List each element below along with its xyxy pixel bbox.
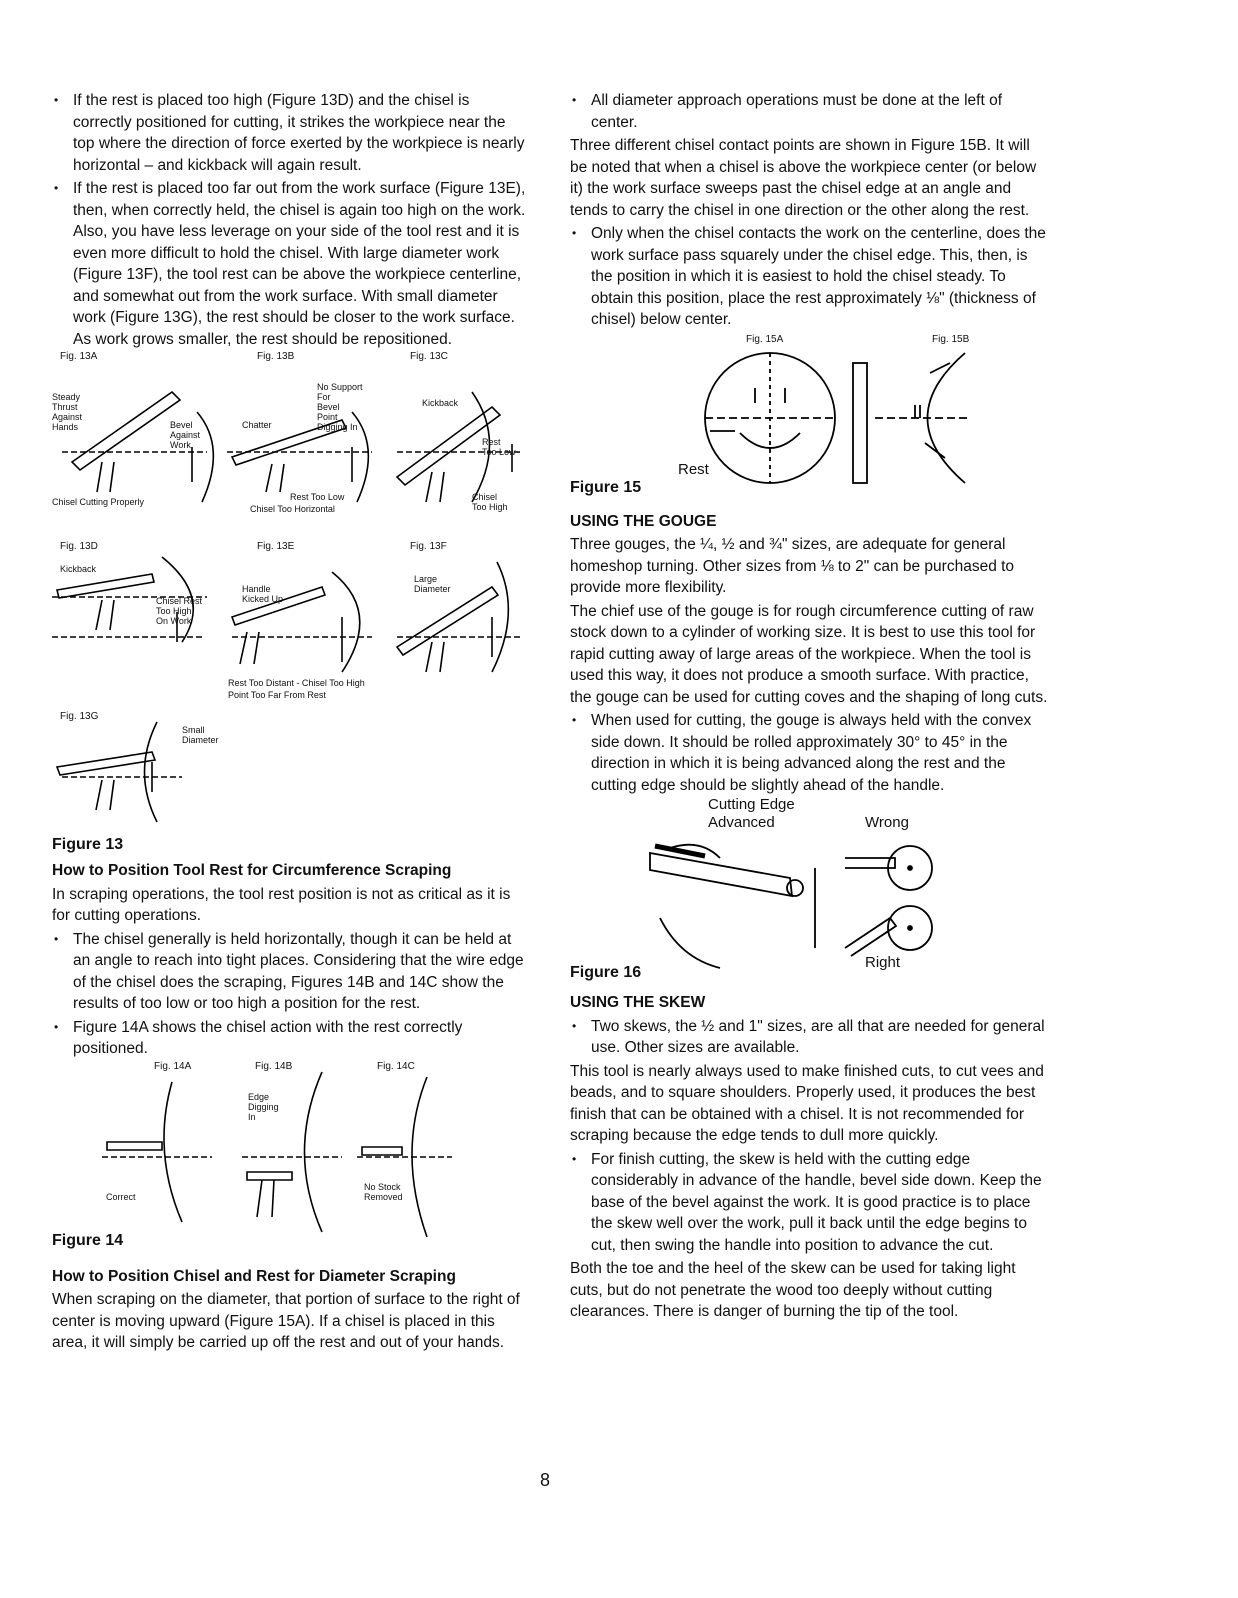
figure-15-caption: Figure 15 xyxy=(570,478,642,496)
para-skew-use: This tool is nearly always used to make finished cuts, to cut vees and beads, and to square shoulders. Properly used, it produces the best finish that can be obtained with a chisel. It is not recommended for scraping because the edge tends to dull more quickly. xyxy=(570,1062,1044,1144)
fig-13c-title: Fig. 13C xyxy=(410,351,448,362)
fig-15a-title: Fig. 15A xyxy=(746,333,784,345)
fig-13c-label-rest: Rest Too Low xyxy=(482,437,516,457)
para-toe-heel: Both the toe and the heel of the skew can be used for taking light cuts, but do not penetrate the wood too deeply without cutting clearances. There is danger of burning the tip of the tool. xyxy=(570,1260,1016,1320)
para-gouge-sizes: Three gouges, the ¼, ½ and ¾" sizes, are adequate for general homeshop turning. Other sizes from ⅛ to 2" can be purchased to provide more flexibility. xyxy=(570,536,1015,596)
para-contact-points: Three different chisel contact points are shown in Figure 15B. It will be noted that when a chisel is above the workpiece center (or below it) the work surface sweeps past the chisel edge at an angle and tends to carry the chisel in one direction or the other along the rest. xyxy=(570,137,1037,219)
para-gouge-use: The chief use of the gouge is for rough circumference cutting of raw stock down to a cylinder of working size. It is best to use this tool for rapid cutting away of large areas of the workpiece. When the tool is used this way, it does not produce a smooth surface. With practice, the gouge can be used for cutting coves and the shaping of long cuts. xyxy=(570,602,1048,706)
bullet-centerline: • Only when the chisel contacts the work on the centerline, does the work surface pass squarely under the chisel edge. This, then, is the position in which it is easiest to hold the chisel steady. To obtain this position, place the rest approximately ⅛" (thickness of chisel) below center. xyxy=(570,223,1048,331)
fig-15-rest-label: Rest xyxy=(678,460,709,478)
bullet-gouge-cutting: • When used for cutting, the gouge is always held with the convex side down. It should be rolled approximately 30° to 45° in the direction in which it is being advanced along the rest and the cutting edge should be slightly ahead of the handle. xyxy=(570,710,1048,796)
fig-14a-title: Fig. 14A xyxy=(154,1060,192,1072)
fig-14b-label-edge: Edge Digging In xyxy=(248,1091,279,1122)
fig-15b-title: Fig. 15B xyxy=(932,333,970,345)
fig-13a-title: Fig. 13A xyxy=(60,351,98,362)
fig-13c-label-kickback: Kickback xyxy=(422,398,459,408)
fig-14b-title: Fig. 14B xyxy=(255,1060,293,1072)
fig-13e-title: Fig. 13E xyxy=(257,541,295,552)
figure-16-drawing xyxy=(570,798,1048,988)
fig-16-label-wrong: Wrong xyxy=(865,814,909,831)
figure-16-caption: Figure 16 xyxy=(570,964,642,981)
figure-14-caption: Figure 14 xyxy=(52,1231,124,1249)
fig-13d-label-rest: Chisel Rest Too High On Work xyxy=(156,596,203,626)
figure-15 xyxy=(570,333,1048,503)
bullet-finish-cutting: • For finish cutting, the skew is held with the cutting edge considerably in advance of the handle, bevel side down. Keep the base of the bevel against the work. It is good practice is to place the skew well over the work, pull it back until the edge begins to cut, then swing the handle into position to advance the cut. xyxy=(570,1149,1048,1257)
fig-13g-title: Fig. 13G xyxy=(60,711,99,722)
fig-13f-label-large: Large Diameter xyxy=(414,574,451,594)
fig-14c-label-nostock: No Stock Removed xyxy=(364,1181,403,1202)
fig-13d-label-kickback: Kickback xyxy=(60,564,97,574)
figure-13-caption: Figure 13 xyxy=(52,836,124,853)
fig-13b-title: Fig. 13B xyxy=(257,351,295,362)
fig-14a-caption: Correct xyxy=(106,1191,136,1202)
fig-13b-label-support: No Support For Bevel Point Digging In xyxy=(317,382,363,432)
fig-13ef-caption-1: Rest Too Distant - Chisel Too High xyxy=(228,678,365,688)
left-column xyxy=(52,90,530,1356)
heading-using-gouge: USING THE GOUGE xyxy=(570,512,717,530)
bullet-skew-sizes: • Two skews, the ½ and 1" sizes, are all that are needed for general use. Other sizes are available. xyxy=(570,1016,1048,1059)
fig-13b-caption-2: Chisel Too Horizontal xyxy=(250,504,335,514)
figure-14-drawing xyxy=(52,1062,530,1252)
figure-14 xyxy=(52,1062,530,1252)
bullet-figure-14a: • Figure 14A shows the chisel action with the rest correctly positioned. xyxy=(52,1017,530,1060)
fig-13c-label-chisel: Chisel Too High xyxy=(472,492,508,512)
fig-13a-caption: Chisel Cutting Properly xyxy=(52,497,145,507)
para-scraping-operations: In scraping operations, the tool rest position is not as critical as it is for cutting operations. xyxy=(52,885,511,924)
figure-13 xyxy=(52,352,530,852)
bullet-left-of-center: • All diameter approach operations must be done at the left of center. xyxy=(570,90,1048,133)
fig-13b-caption-1: Rest Too Low xyxy=(290,492,345,502)
figure-16 xyxy=(570,798,1048,988)
fig-13a-label-bevel: Bevel Against Work xyxy=(170,420,201,450)
fig-13a-label-thrust: Steady Thrust Against Hands xyxy=(52,392,83,432)
heading-diameter-scraping: How to Position Chisel and Rest for Diameter Scraping xyxy=(52,1267,456,1285)
page-number: 8 xyxy=(540,1470,551,1490)
fig-16-label-right: Right xyxy=(865,954,901,971)
figure-13-drawing xyxy=(52,352,530,852)
para-diameter-scraping: When scraping on the diameter, that portion of surface to the right of center is moving upward (Figure 15A). If a chisel is placed in this area, it will simply be carried up off the rest and out of your hands. xyxy=(52,1291,520,1351)
fig-13g-label-small: Small Diameter xyxy=(182,725,219,745)
fig-13d-title: Fig. 13D xyxy=(60,541,98,552)
figure-15-drawing xyxy=(570,333,1048,503)
bullet-rest-too-high: • If the rest is placed too high (Figure 13D) and the chisel is correctly positioned for cutting, it strikes the workpiece near the top where the direction of force exerted by the workpiece is nearly horizontal – and kickback will again result. xyxy=(52,90,530,176)
bullet-rest-too-far: • If the rest is placed too far out from the work surface (Figure 13E), then, when correctly held, the chisel is again too high on the work. Also, you have less leverage on your side of the tool rest and it is even more difficult to hold the chisel. With large diameter work (Figure 13F), the tool rest can be above the workpiece centerline, and somewhat out from the work surface. With small diameter work (Figure 13G), the rest should be closer to the work surface. As work grows smaller, the rest should be repositioned. xyxy=(52,178,530,350)
right-column xyxy=(570,90,1048,1325)
fig-13ef-caption-2: Point Too Far From Rest xyxy=(228,690,326,700)
heading-using-skew: USING THE SKEW xyxy=(570,994,706,1011)
bullet-chisel-horizontal: • The chisel generally is held horizontally, though it can be held at an angle to reach into tight places. Considering that the wire edge of the chisel does the scraping, Figures 14B and 14C show the results of too low or too high a position for the rest. xyxy=(52,929,530,1015)
fig-13b-label-chatter: Chatter xyxy=(242,420,272,430)
heading-circumference-scraping: How to Position Tool Rest for Circumference Scraping xyxy=(52,862,452,879)
fig-13f-title: Fig. 13F xyxy=(410,541,447,552)
fig-13e-label-handle: Handle Kicked Up xyxy=(242,584,284,604)
fig-16-label-cutting-edge: Cutting Edge Advanced xyxy=(708,796,795,831)
fig-14c-title: Fig. 14C xyxy=(377,1060,415,1072)
